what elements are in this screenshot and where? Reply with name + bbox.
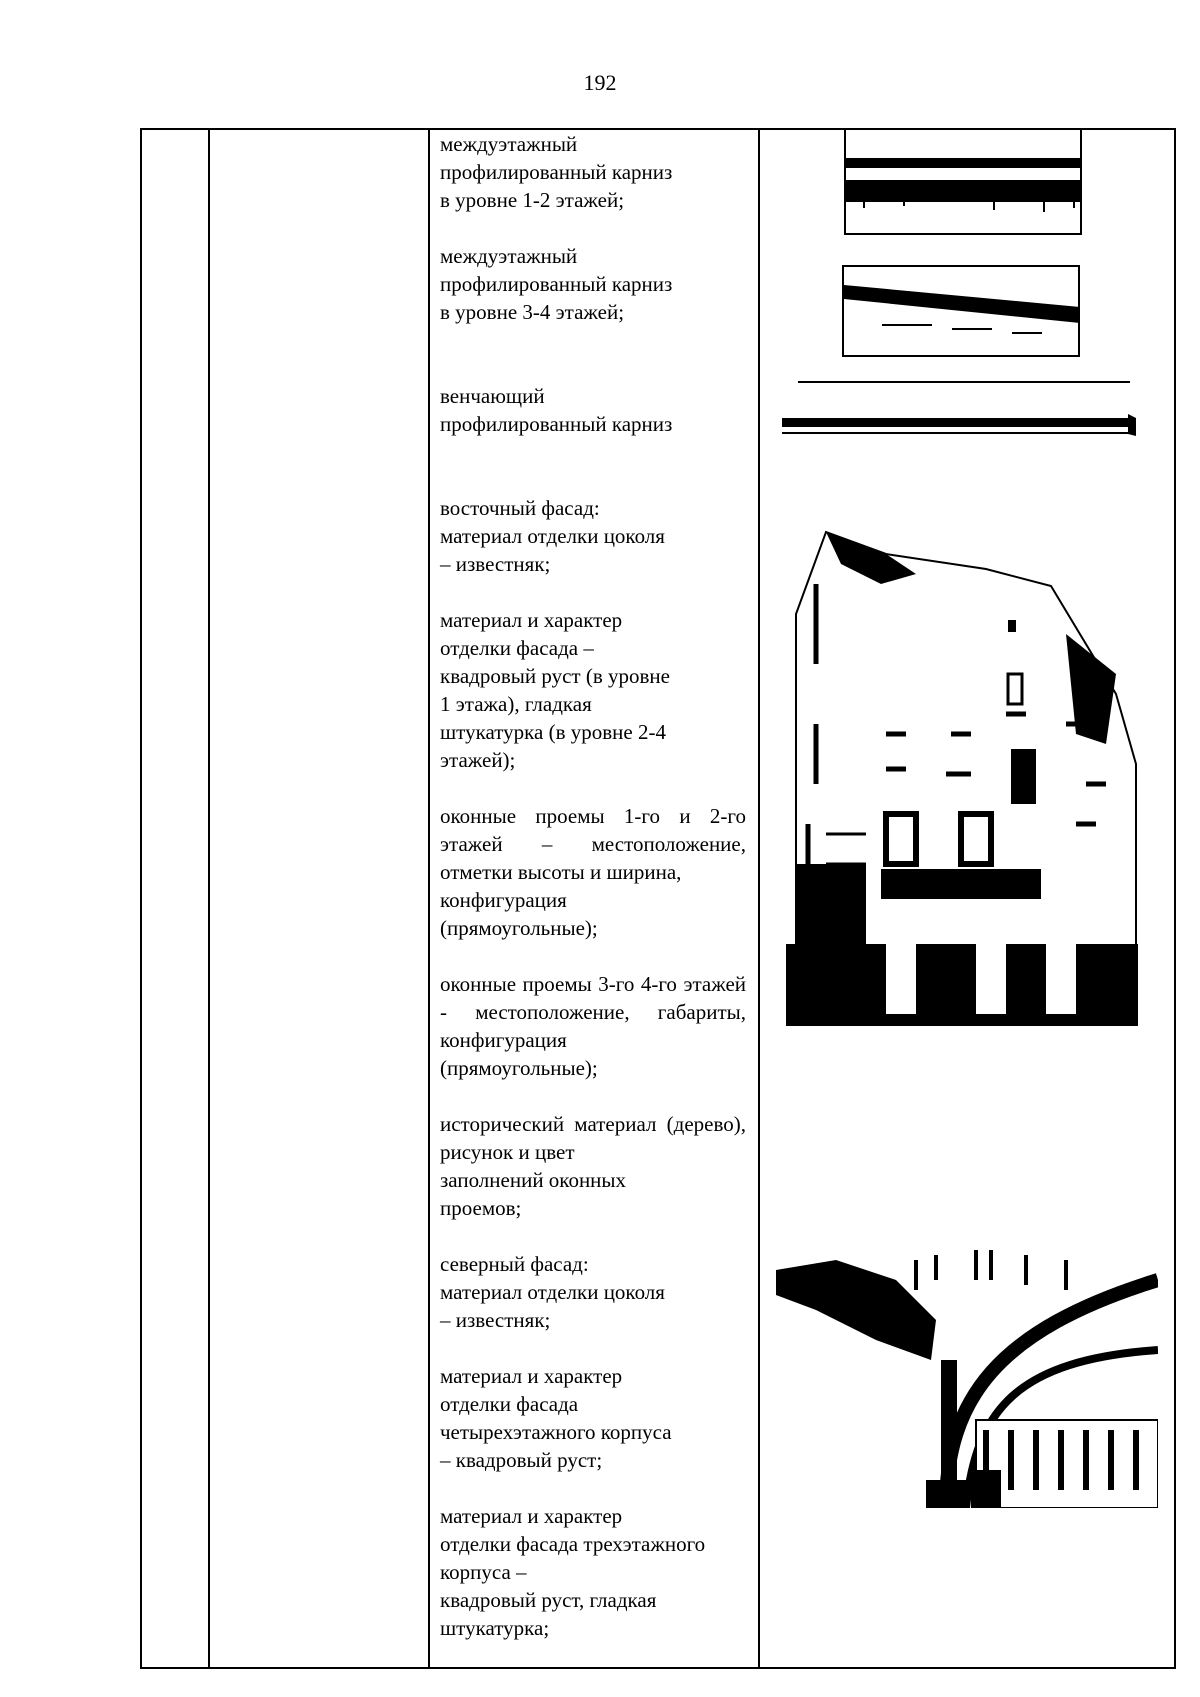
item-north-facade-three-storey: материал и характер отделки фасада трехэтажного корпуса – квадровый руст, гладкая штукатурка; <box>440 1504 706 1640</box>
item-windows-1-2: оконные проемы 1-го и 2-го этажей – местоположение, отметки высоты и ширина, конфигурация (прямоугольные); <box>440 804 746 940</box>
item-windows-3-4: оконные проемы 3-го 4-го этажей - местоположение, габариты, конфигурация (прямоугольные); <box>440 972 746 1080</box>
cornice-photo-2-icon <box>842 265 1082 361</box>
column-divider-3 <box>758 130 760 1667</box>
item-cornice-3-4: междуэтажный профилированный карниз в уровне 3-4 этажей; <box>440 244 673 324</box>
item-east-facade-plinth: восточный фасад: материал отделки цоколя – известняк; <box>440 496 665 576</box>
item-east-facade-finish: материал и характер отделки фасада – квадровый руст (в уровне 1 этажа), гладкая штукатурка (в уровне 2-4 этажей); <box>440 608 670 772</box>
column-divider-2 <box>428 130 430 1667</box>
cornice-photo-1-icon <box>844 128 1084 238</box>
item-cornice-1-2: междуэтажный профилированный карниз в уровне 1-2 этажей; <box>440 132 673 212</box>
crowning-cornice-photo-icon <box>780 378 1140 440</box>
item-window-fillings: исторический материал (дерево), рисунок и цвет заполнений оконных проемов; <box>440 1112 746 1220</box>
item-north-facade-plinth: северный фасад: материал отделки цоколя – известняк; <box>440 1252 665 1332</box>
page-number: 192 <box>583 70 617 95</box>
item-north-facade-four-storey: материал и характер отделки фасада четырехэтажного корпуса – квадровый руст; <box>440 1364 672 1472</box>
item-crowning-cornice: венчающий профилированный карниз <box>440 384 673 436</box>
column-divider-1 <box>208 130 210 1667</box>
north-facade-photo-icon <box>776 1250 1158 1508</box>
east-facade-photo-icon <box>786 524 1138 1026</box>
